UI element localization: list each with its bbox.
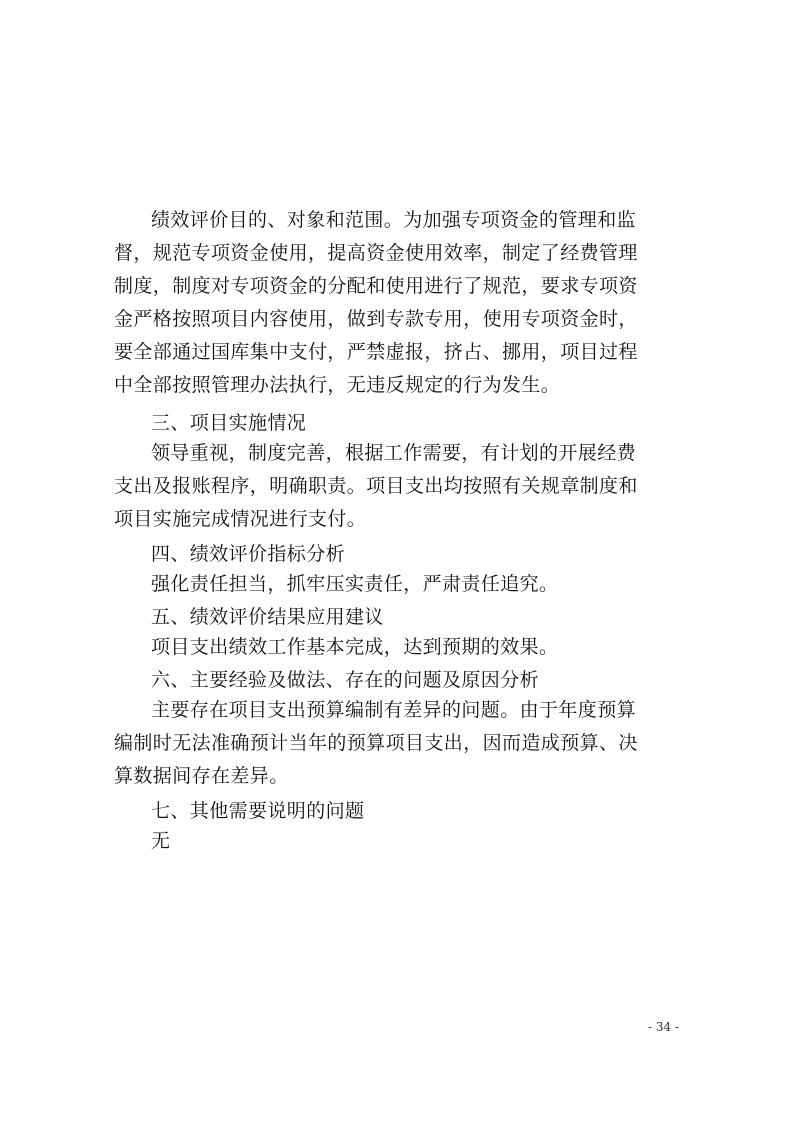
- section-heading: 七、其他需要说明的问题: [151, 800, 365, 822]
- paragraph-line: 金严格按照项目内容使用，做到专款专用，使用专项资金时，: [114, 308, 638, 330]
- paragraph-line: 要全部通过国库集中支付，严禁虚报，挤占、挪用，项目过程: [114, 341, 638, 363]
- paragraph-line: 支出及报账程序，明确职责。项目支出均按照有关规章制度和: [114, 475, 638, 497]
- page-number: - 34 -: [648, 1020, 680, 1034]
- paragraph-line: 领导重视，制度完善，根据工作需要，有计划的开展经费: [151, 442, 637, 464]
- section-heading: 六、主要经验及做法、存在的问题及原因分析: [151, 669, 540, 691]
- paragraph-line: 督，规范专项资金使用，提高资金使用效率，制定了经费管理: [114, 242, 638, 264]
- section-heading: 五、绩效评价结果应用建议: [151, 606, 384, 628]
- paragraph-line: 绩效评价目的、对象和范围。为加强专项资金的管理和监: [151, 209, 637, 231]
- paragraph-line: 编制时无法准确预计当年的预算项目支出，因而造成预算、决: [114, 732, 638, 754]
- paragraph-line: 项目支出绩效工作基本完成，达到预期的效果。: [151, 636, 559, 658]
- paragraph-line: 制度，制度对专项资金的分配和使用进行了规范，要求专项资: [114, 275, 638, 297]
- section-heading: 三、项目实施情况: [151, 412, 307, 434]
- paragraph-line: 主要存在项目支出预算编制有差异的问题。由于年度预算: [151, 699, 637, 721]
- section-heading: 四、绩效评价指标分析: [151, 543, 346, 565]
- paragraph-line: 算数据间存在差异。: [114, 765, 289, 787]
- paragraph-line: 强化责任担当，抓牢压实责任，严肃责任追究。: [151, 573, 559, 595]
- paragraph-line: 项目实施完成情况进行支付。: [114, 508, 367, 530]
- paragraph-line: 无: [151, 830, 171, 852]
- paragraph-line: 中全部按照管理办法执行，无违反规定的行为发生。: [114, 374, 561, 396]
